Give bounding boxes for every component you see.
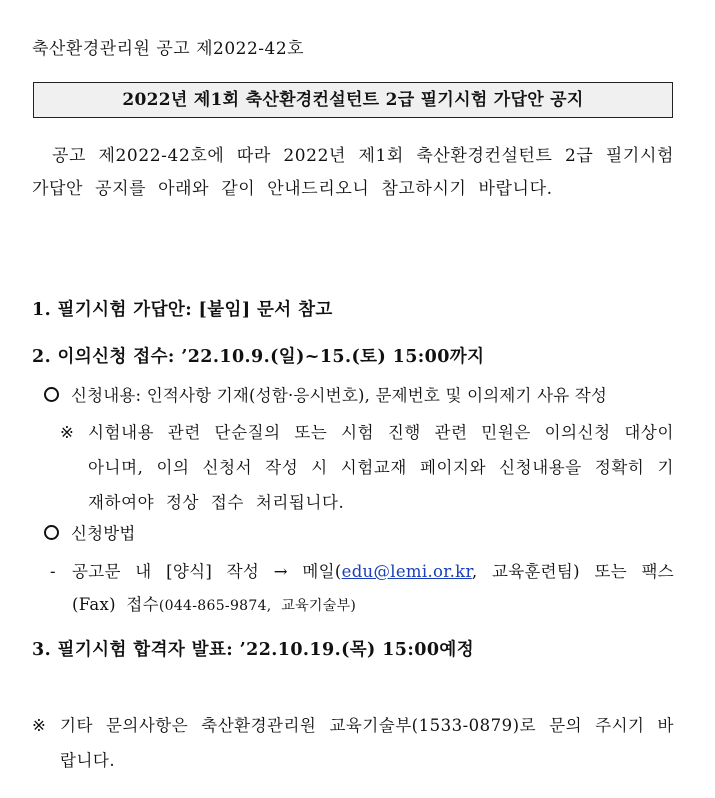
objection-note <box>60 415 674 520</box>
application-method-text <box>72 555 674 623</box>
footer-note <box>32 708 674 778</box>
method-text-part1: 공고문 내 [양식] 작성 → 메일( <box>72 562 342 581</box>
reference-mark-icon: ※ <box>60 423 74 442</box>
dash-bullet: - <box>50 562 56 581</box>
bullet-application-content <box>44 382 607 406</box>
bullet-application-method-text: 신청방법 <box>71 524 136 543</box>
section-result-announcement: 3. 필기시험 합격자 발표: ’22.10.19.(목) 15:00예정 <box>32 640 475 660</box>
circle-bullet-icon <box>44 387 59 402</box>
notice-number: 축산환경관리원 공고 제2022-42호 <box>32 39 305 59</box>
notice-title: 2022년 제1회 축산환경컨설턴트 2급 필기시험 가답안 공지 <box>33 82 673 118</box>
section-answer-key: 1. 필기시험 가답안: [붙임] 문서 참고 <box>32 300 333 320</box>
footer-note-text: 기타 문의사항은 축산환경관리원 교육기술부(1533-0879)로 문의 주시기 바랍니다. <box>60 716 674 770</box>
reference-mark-icon: ※ <box>32 716 46 735</box>
intro-paragraph: 공고 제2022-42호에 따라 2022년 제1회 축산환경컨설턴트 2급 필기시험 가답안 공지를 아래와 같이 안내드리오니 참고하시기 바랍니다. <box>32 146 674 199</box>
email-link[interactable]: edu@lemi.or.kr <box>341 562 472 581</box>
method-text-part2: , 교육훈련팀) 또는 팩스(Fax) 접수 <box>72 562 674 614</box>
bullet-application-content-text: 신청내용: 인적사항 기재(성함·응시번호), 문제번호 및 이의제기 사유 작성 <box>71 386 608 405</box>
bullet-application-method <box>44 520 136 544</box>
section-objection-period: 2. 이의신청 접수: ’22.10.9.(일)~15.(토) 15:00까지 <box>32 347 485 367</box>
circle-bullet-icon <box>44 525 59 540</box>
fax-number: (044-865-9874, 교육기술부) <box>158 598 357 614</box>
application-method-detail <box>50 555 674 623</box>
objection-note-text: 시험내용 관련 단순질의 또는 시험 진행 관련 민원은 이의신청 대상이 아니며, 이의 신청서 작성 시 시험교재 페이지와 신청내용을 정확히 기재하여야 정상 접수 처리됩니다. <box>88 423 674 512</box>
